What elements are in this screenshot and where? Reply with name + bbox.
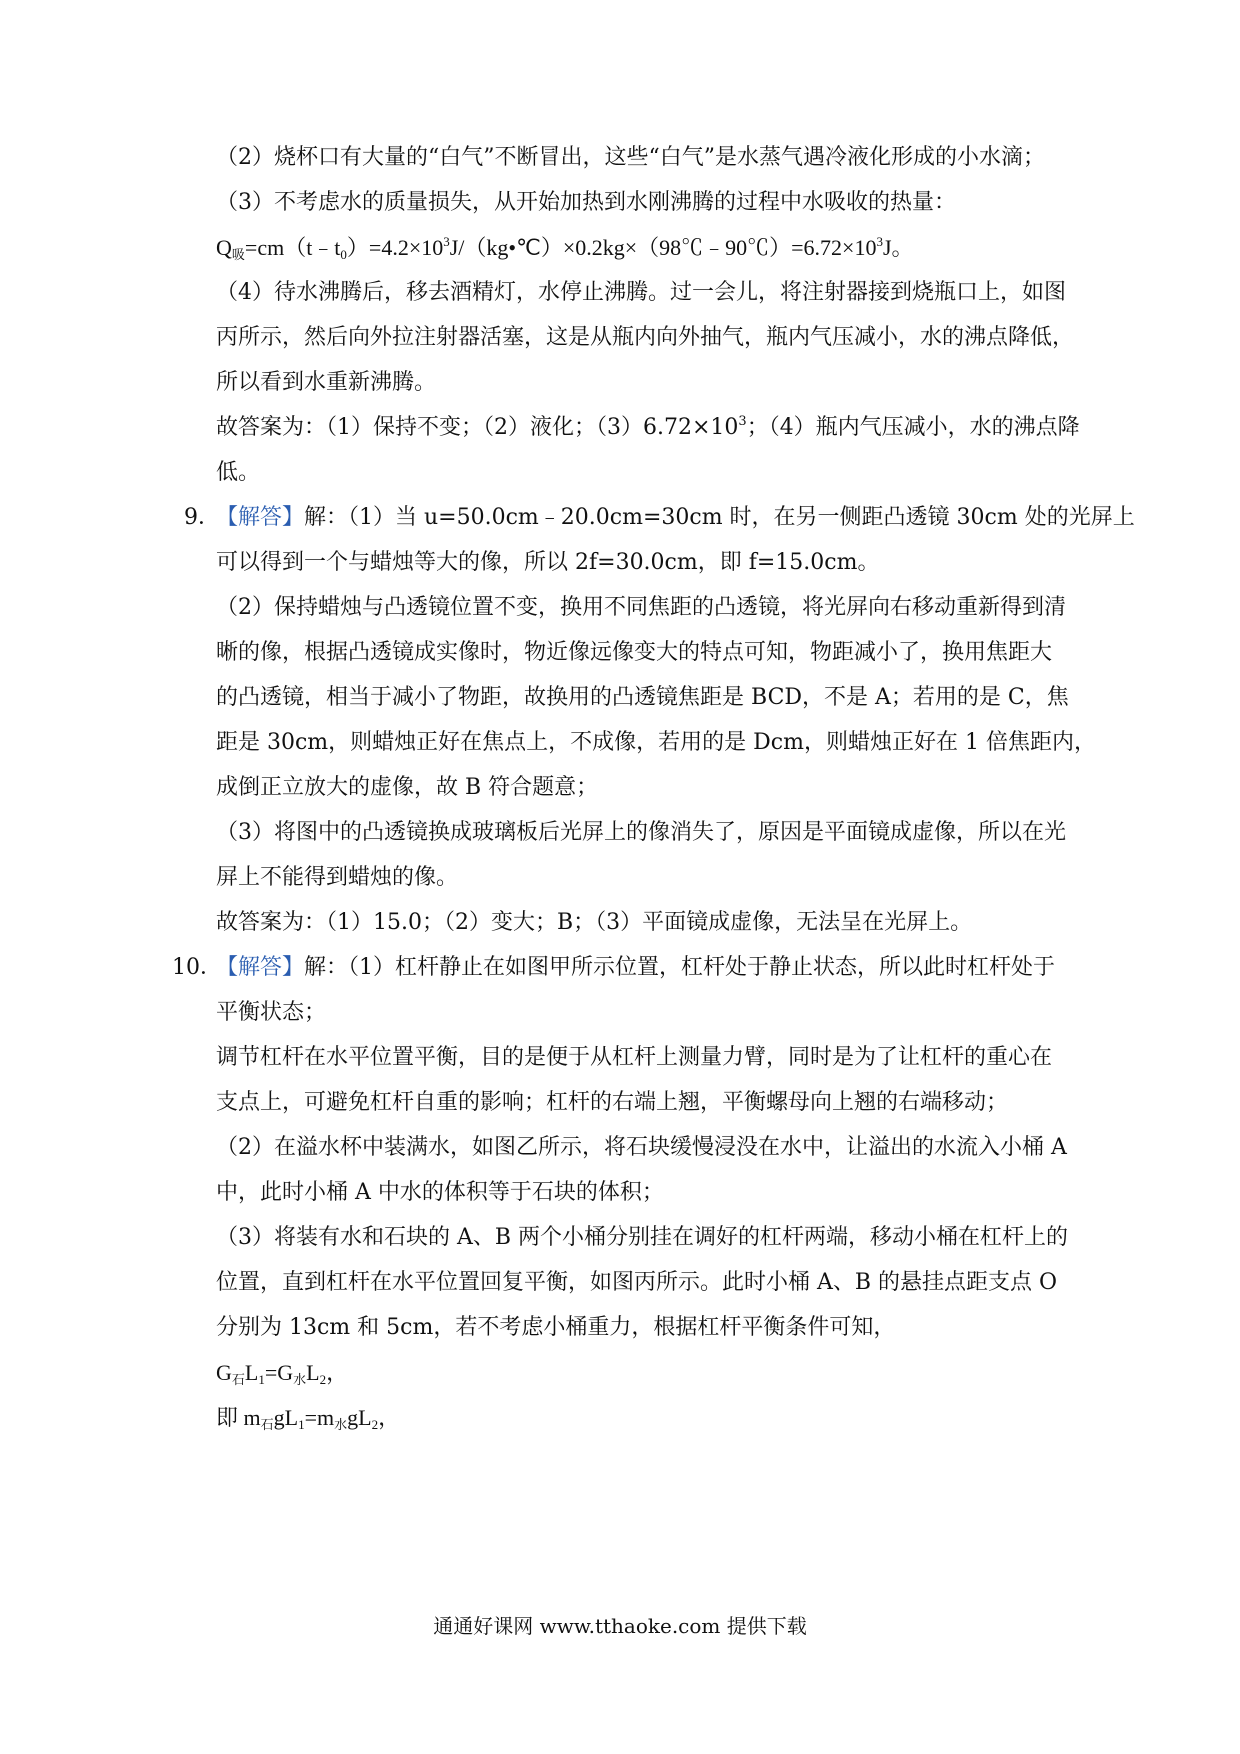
formula-exponent-1: 3 [443, 234, 450, 249]
q10-line-1 [216, 953, 1056, 983]
eq2-equals-m: =m [304, 1405, 335, 1430]
q10-equation-2 [216, 1403, 1056, 1433]
eq1-l2: L [306, 1360, 320, 1385]
eq1-sub-water: 水 [293, 1372, 307, 1387]
eq2-end: ， [378, 1405, 401, 1430]
eq2-prefix: 即 m [216, 1405, 261, 1430]
q8-answer-a: 故答案为：（1）保持不变；（2）液化；（3）6.72×10 [216, 415, 739, 440]
q8-answer-line-1 [216, 413, 1080, 443]
q9-paragraph-2-line-4: 距是 30cm，则蜡烛正好在焦点上，不成像，若用的是 Dcm，则蜡烛正好在 1 倍焦距内， [216, 730, 1096, 755]
q9-paragraph-3-line-1: （3）将图中的凸透镜换成玻璃板后光屏上的像消失了，原因是平面镜成虚像，所以在光 [216, 820, 1066, 845]
formula-exponent-2: 3 [876, 234, 883, 249]
q8-paragraph-2: （2）烧杯口有大量的“白气”不断冒出，这些“白气”是水蒸气遇冷液化形成的小水滴； [216, 145, 1045, 170]
q9-number: 9． [184, 505, 220, 530]
q8-paragraph-4-line-2: 丙所示，然后向外拉注射器活塞，这是从瓶内向外抽气，瓶内气压减小，水的沸点降低， [216, 325, 1075, 350]
eq2-sub-stone: 石 [260, 1417, 274, 1432]
q10-paragraph-3-line-3: 分别为 13cm 和 5cm，若不考虑小桶重力，根据杠杆平衡条件可知， [216, 1315, 896, 1340]
formula-part-1: =cm（t﹣t [244, 235, 341, 260]
eq1-g-stone: G [216, 1360, 232, 1385]
q10-paragraph-2-line-1: （2）在溢水杯中装满水，如图乙所示，将石块缓慢浸没在水中，让溢出的水流入小桶 A [216, 1135, 1067, 1160]
q8-answer-line-2: 低。 [216, 460, 261, 485]
eq2-gl2: gL [347, 1405, 372, 1430]
formula-part-3: J/（kg•℃）×0.2kg×（98℃﹣90℃）=6.72×10 [449, 235, 877, 260]
eq1-l2-sub: 2 [319, 1372, 327, 1387]
formula-part-2: ）=4.2×10 [346, 235, 444, 260]
eq2-sub-water: 水 [334, 1417, 348, 1432]
q9-paragraph-2-line-2: 晰的像，根据凸透镜成实像时，物近像远像变大的特点可知，物距减小了，换用焦距大 [216, 640, 1053, 665]
q9-paragraph-2-line-5: 成倒正立放大的虚像，故 B 符合题意； [216, 775, 599, 800]
q10-number: 10． [172, 955, 222, 980]
q10-equation-1 [216, 1358, 1056, 1388]
q9-paragraph-2-line-3: 的凸透镜，相当于减小了物距，故换用的凸透镜焦距是 BCD，不是 A；若用的是 C，焦 [216, 685, 1069, 710]
formula-q: Q [216, 235, 232, 260]
q9-line-2: 可以得到一个与蜡烛等大的像，所以 2f=30.0cm，即 f=15.0cm。 [216, 550, 880, 575]
q8-paragraph-4-line-3: 所以看到水重新沸腾。 [216, 370, 437, 395]
formula-t0-sub: 0 [340, 247, 347, 262]
q9-answer: 故答案为：（1）15.0；（2）变大；B；（3）平面镜成虚像，无法呈在光屏上。 [216, 910, 973, 935]
eq1-equals-g: =G [264, 1360, 294, 1385]
q9-answer-tag: 【解答】 [216, 505, 305, 530]
eq1-sub-stone: 石 [231, 1372, 245, 1387]
q9-line-1-text: 解：（1）当 u=50.0cm﹣20.0cm=30cm 时，在另一侧距凸透镜 30cm 处的光屏上 [304, 505, 1135, 530]
page-footer: 通通好课网 www.tthaoke.com 提供下载 [433, 1614, 807, 1638]
q8-heat-formula [216, 233, 1056, 263]
q10-line-4: 支点上，可避免杠杆自重的影响；杠杆的右端上翘，平衡螺母向上翘的右端移动； [216, 1090, 1009, 1115]
q9-paragraph-3-line-2: 屏上不能得到蜡烛的像。 [216, 865, 459, 890]
eq1-l1-sub: 1 [258, 1372, 265, 1387]
formula-q-sub: 吸 [231, 247, 245, 262]
q8-answer-b: ；（4）瓶内气压减小，水的沸点降 [746, 415, 1080, 440]
eq2-l1-sub: 1 [298, 1417, 305, 1432]
q8-paragraph-3: （3）不考虑水的质量损失，从开始加热到水刚沸腾的过程中水吸收的热量： [216, 190, 956, 215]
q8-answer-exponent: 3 [738, 414, 747, 429]
q10-line-3: 调节杠杆在水平位置平衡，目的是便于从杠杆上测量力臂，同时是为了让杠杆的重心在 [216, 1045, 1053, 1070]
eq1-l1: L [244, 1360, 259, 1385]
eq2-gl1: gL [273, 1405, 299, 1430]
q10-paragraph-3-line-2: 位置，直到杠杆在水平位置回复平衡，如图丙所示。此时小桶 A、B 的悬挂点距支点 O [216, 1270, 1058, 1295]
q10-paragraph-3-line-1: （3）将装有水和石块的 A、B 两个小桶分别挂在调好的杠杆两端，移动小桶在杠杆上的 [216, 1225, 1069, 1250]
eq2-l2-sub: 2 [371, 1417, 379, 1432]
q10-line-1-text: 解：（1）杠杆静止在如图甲所示位置，杠杆处于静止状态，所以此时杠杆处于 [304, 955, 1056, 980]
q10-paragraph-2-line-2: 中，此时小桶 A 中水的体积等于石块的体积； [216, 1180, 664, 1205]
q10-line-2: 平衡状态； [216, 1000, 327, 1025]
q9-paragraph-2-line-1: （2）保持蜡烛与凸透镜位置不变，换用不同焦距的凸透镜，将光屏向右移动重新得到清 [216, 595, 1066, 620]
eq1-end: ， [326, 1360, 349, 1385]
formula-part-4: J。 [882, 235, 914, 260]
q9-line-1 [216, 503, 1135, 533]
q8-paragraph-4-line-1: （4）待水沸腾后，移去酒精灯，水停止沸腾。过一会儿，将注射器接到烧瓶口上，如图 [216, 280, 1066, 305]
q10-answer-tag: 【解答】 [216, 955, 305, 980]
